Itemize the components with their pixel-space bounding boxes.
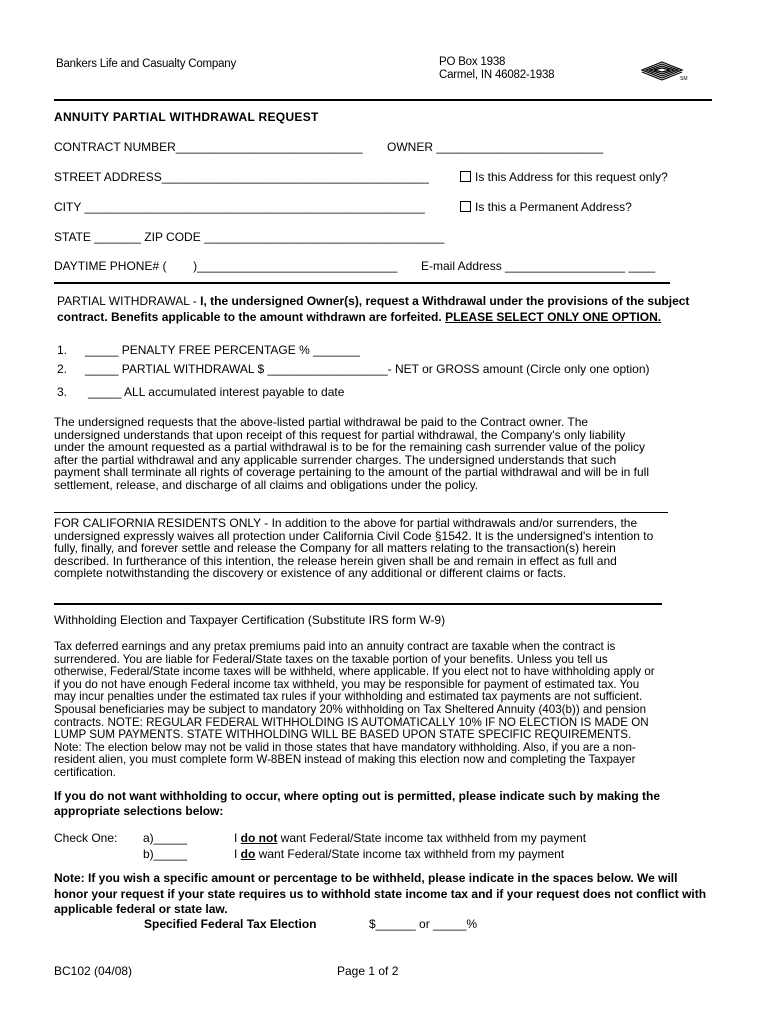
option-3-number: 3. [57,385,68,399]
permanent-address-option[interactable] [460,200,632,214]
specific-amount-note: Note: If you wish a specific amount or percentage to be withheld, please indicate in the spaces below. We will honor your request if your state requires us to withhold state income tax and if your request does not conflict with applicable federal or state law. [54,871,707,916]
state-zip-field[interactable]: STATE _______ ZIP CODE ____________________________________ [54,230,445,244]
city-field[interactable]: CITY ___________________________________________________ [54,200,425,214]
partial-lead: PARTIAL WITHDRAWAL - [57,294,201,308]
owner-field[interactable]: OWNER _________________________ [387,140,604,154]
check-option-b[interactable]: b)_____ [143,847,188,861]
withholding-statement [234,847,564,861]
option-1-number: 1. [57,343,68,357]
no-withholding-statement [234,831,586,845]
no-withholding-prefix: I [234,831,241,845]
page-number: Page 1 of 2 [337,964,399,978]
option-accumulated-interest[interactable]: _____ ALL accumulated interest payable to date [88,385,345,399]
no-withholding-text: want Federal/State income tax withheld from my payment [277,831,587,845]
option-partial-withdrawal[interactable]: _____ PARTIAL WITHDRAWAL $ __________________- NET or GROSS amount (Circle only one option) [85,362,650,376]
undersigned-paragraph: The undersigned requests that the above-listed partial withdrawal be paid to the Contract owner. The undersigned understands that upon receipt of this request for partial withdrawal, the Company's only liability under the amount requested as a partial withdrawal is to be for the remaining cash surrender value of the policy after the partial withdrawal and any applicable surrender charges. The undersigned understands that such payment shall terminate all rights of coverage pertaining to the amount of the partial withdrawal and will be in full settlement, release, and discharge of all claims and obligations under the policy. [54,415,649,492]
header-divider [54,99,712,101]
tax-paragraph: Tax deferred earnings and any pretax premiums paid into an annuity contract are taxable when the contract is surrendered. You are liable for Federal/State taxes on the taxable portion of your benefits. Unless you tell us otherwise, Federal/State income taxes will be withheld, where applicable. If you elect not to have withholding apply or if you do not have enough Federal income tax withheld, you may be responsible for payment of estimated tax. You may incur penalties under the estimated tax rules if your withholding and estimated tax payments are not sufficient. Spousal beneficiaries may be subject to mandatory 20% withholding on Tax Sheltered Annuity (403(b)) and pension contracts. NOTE: REGULAR FEDERAL WITHHOLDING IS AUTOMATICALLY 10% IF NO ELECTION IS MADE ON LUMP SUM PAYMENTS. STATE WITHHOLDING WILL BE BASED UPON STATE SPECIFIC REQUIREMENTS. Note: The election below may not be valid in those states that have mandatory withholding. Also, if you are a non-resident alien, you must complete form W-8BEN instead of making this election now and completing the Taxpayer certification. [54,640,655,779]
partial-withdrawal-statement [57,293,697,325]
federal-tax-election-label: Specified Federal Tax Election [144,917,317,931]
do-not-emphasis: do not [240,831,278,845]
option-penalty-free[interactable]: _____ PENALTY FREE PERCENTAGE % _______ [85,343,360,357]
section-divider-3 [54,603,662,605]
company-logo [640,56,688,86]
option-2-number: 2. [57,362,68,376]
opt-out-instruction: If you do not want withholding to occur, where opting out is permitted, please indicate such by making the appropriate selections below: [54,789,661,818]
contract-number-field[interactable]: CONTRACT NUMBER____________________________ [54,140,363,154]
california-paragraph: FOR CALIFORNIA RESIDENTS ONLY - In addition to the above for partial withdrawals and/or surrenders, the undersigned expressly waives all protection under California Civil Code §1542. It is the undersigned's intention to fully, finally, and forever settle and release the Company for all matters relating to the transaction(s) herein described. In furtherance of this intention, the release herein given shall be and remain in effect as full and complete notwithstanding the discovery or existence of any additional or different claims or facts. [54,516,654,581]
withholding-prefix: I [234,847,241,861]
withholding-title: Withholding Election and Taxpayer Certification (Substitute IRS form W-9) [54,613,446,627]
street-address-field[interactable]: STREET ADDRESS________________________________________ [54,170,429,184]
withholding-text: want Federal/State income tax withheld from my payment [255,847,565,861]
federal-tax-election-field[interactable]: $______ or _____% [369,917,478,931]
logo-service-mark: SM [680,76,688,82]
address-line-2: Carmel, IN 46082-1938 [439,69,555,81]
form-title: ANNUITY PARTIAL WITHDRAWAL REQUEST [54,110,319,124]
permanent-address-label: Is this a Permanent Address? [475,200,632,214]
form-id: BC102 (04/08) [54,964,133,978]
address-only-checkbox[interactable] [460,171,471,182]
section-divider-2 [54,512,668,513]
section-divider-1 [54,282,670,284]
do-emphasis: do [240,847,256,861]
select-one-notice: PLEASE SELECT ONLY ONE OPTION. [445,310,662,324]
company-name: Bankers Life and Casualty Company [56,58,237,70]
email-field[interactable]: E-mail Address __________________ ____ [421,259,656,273]
check-one-label: Check One: [54,831,118,845]
permanent-address-checkbox[interactable] [460,201,471,212]
check-option-a[interactable]: a)_____ [143,831,188,845]
daytime-phone-field[interactable]: DAYTIME PHONE# ( )______________________________ [54,259,398,273]
address-only-option[interactable] [460,170,668,184]
partial-owner-request: I, the undersigned Owner(s), request a Withdrawal under the provisions of the subject contract. Benefits applicable to the amount withdrawn are forfeited. [57,294,690,324]
address-only-label: Is this Address for this request only? [475,170,668,184]
address-line-1: PO Box 1938 [439,56,506,68]
